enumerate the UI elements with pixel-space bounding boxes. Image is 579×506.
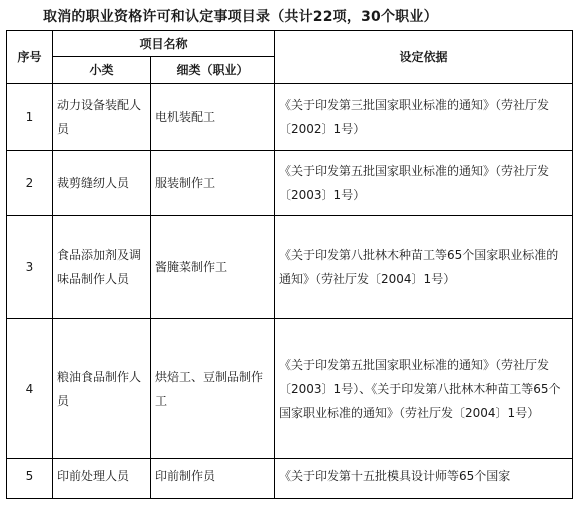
table-row — [7, 84, 573, 151]
row-subcategory: 印前处理人员 — [53, 459, 151, 499]
row-subcategory: 食品添加剂及调味品制作人员 — [53, 216, 151, 319]
row-detail: 印前制作员 — [151, 459, 275, 499]
row-number: 5 — [7, 459, 53, 499]
row-number: 4 — [7, 319, 53, 459]
row-basis: 《关于印发第十五批模具设计师等65个国家 — [275, 459, 573, 499]
table-row — [7, 459, 573, 499]
header-item-name: 项目名称 — [53, 31, 275, 57]
row-basis: 《关于印发第五批国家职业标准的通知》（劳社厅发〔2003〕1号） — [275, 151, 573, 216]
row-number: 2 — [7, 151, 53, 216]
row-basis: 《关于印发第八批林木种苗工等65个国家职业标准的通知》（劳社厅发〔2004〕1号） — [275, 216, 573, 319]
row-detail: 服装制作工 — [151, 151, 275, 216]
table-row — [7, 216, 573, 319]
header-row — [7, 31, 573, 57]
page-title: 取消的职业资格许可和认定事项目录（共计22项，30个职业） — [43, 9, 438, 25]
row-subcategory: 粮油食品制作人员 — [53, 319, 151, 459]
row-detail: 酱腌菜制作工 — [151, 216, 275, 319]
header-basis: 设定依据 — [275, 31, 573, 84]
catalog-table — [6, 30, 573, 499]
row-subcategory: 动力设备装配人员 — [53, 84, 151, 151]
table-row — [7, 151, 573, 216]
row-number: 3 — [7, 216, 53, 319]
row-detail: 烘焙工、豆制品制作工 — [151, 319, 275, 459]
header-detail: 细类（职业） — [151, 57, 275, 84]
row-basis: 《关于印发第三批国家职业标准的通知》（劳社厅发〔2002〕1号） — [275, 84, 573, 151]
header-seq: 序号 — [7, 31, 53, 84]
row-number: 1 — [7, 84, 53, 151]
table-row — [7, 319, 573, 459]
row-subcategory: 裁剪缝纫人员 — [53, 151, 151, 216]
header-subcategory: 小类 — [53, 57, 151, 84]
row-detail: 电机装配工 — [151, 84, 275, 151]
row-basis: 《关于印发第五批国家职业标准的通知》（劳社厅发〔2003〕1号）、《关于印发第八批林木种苗工等65个国家职业标准的通知》（劳社厅发〔2004〕1号） — [275, 319, 573, 459]
